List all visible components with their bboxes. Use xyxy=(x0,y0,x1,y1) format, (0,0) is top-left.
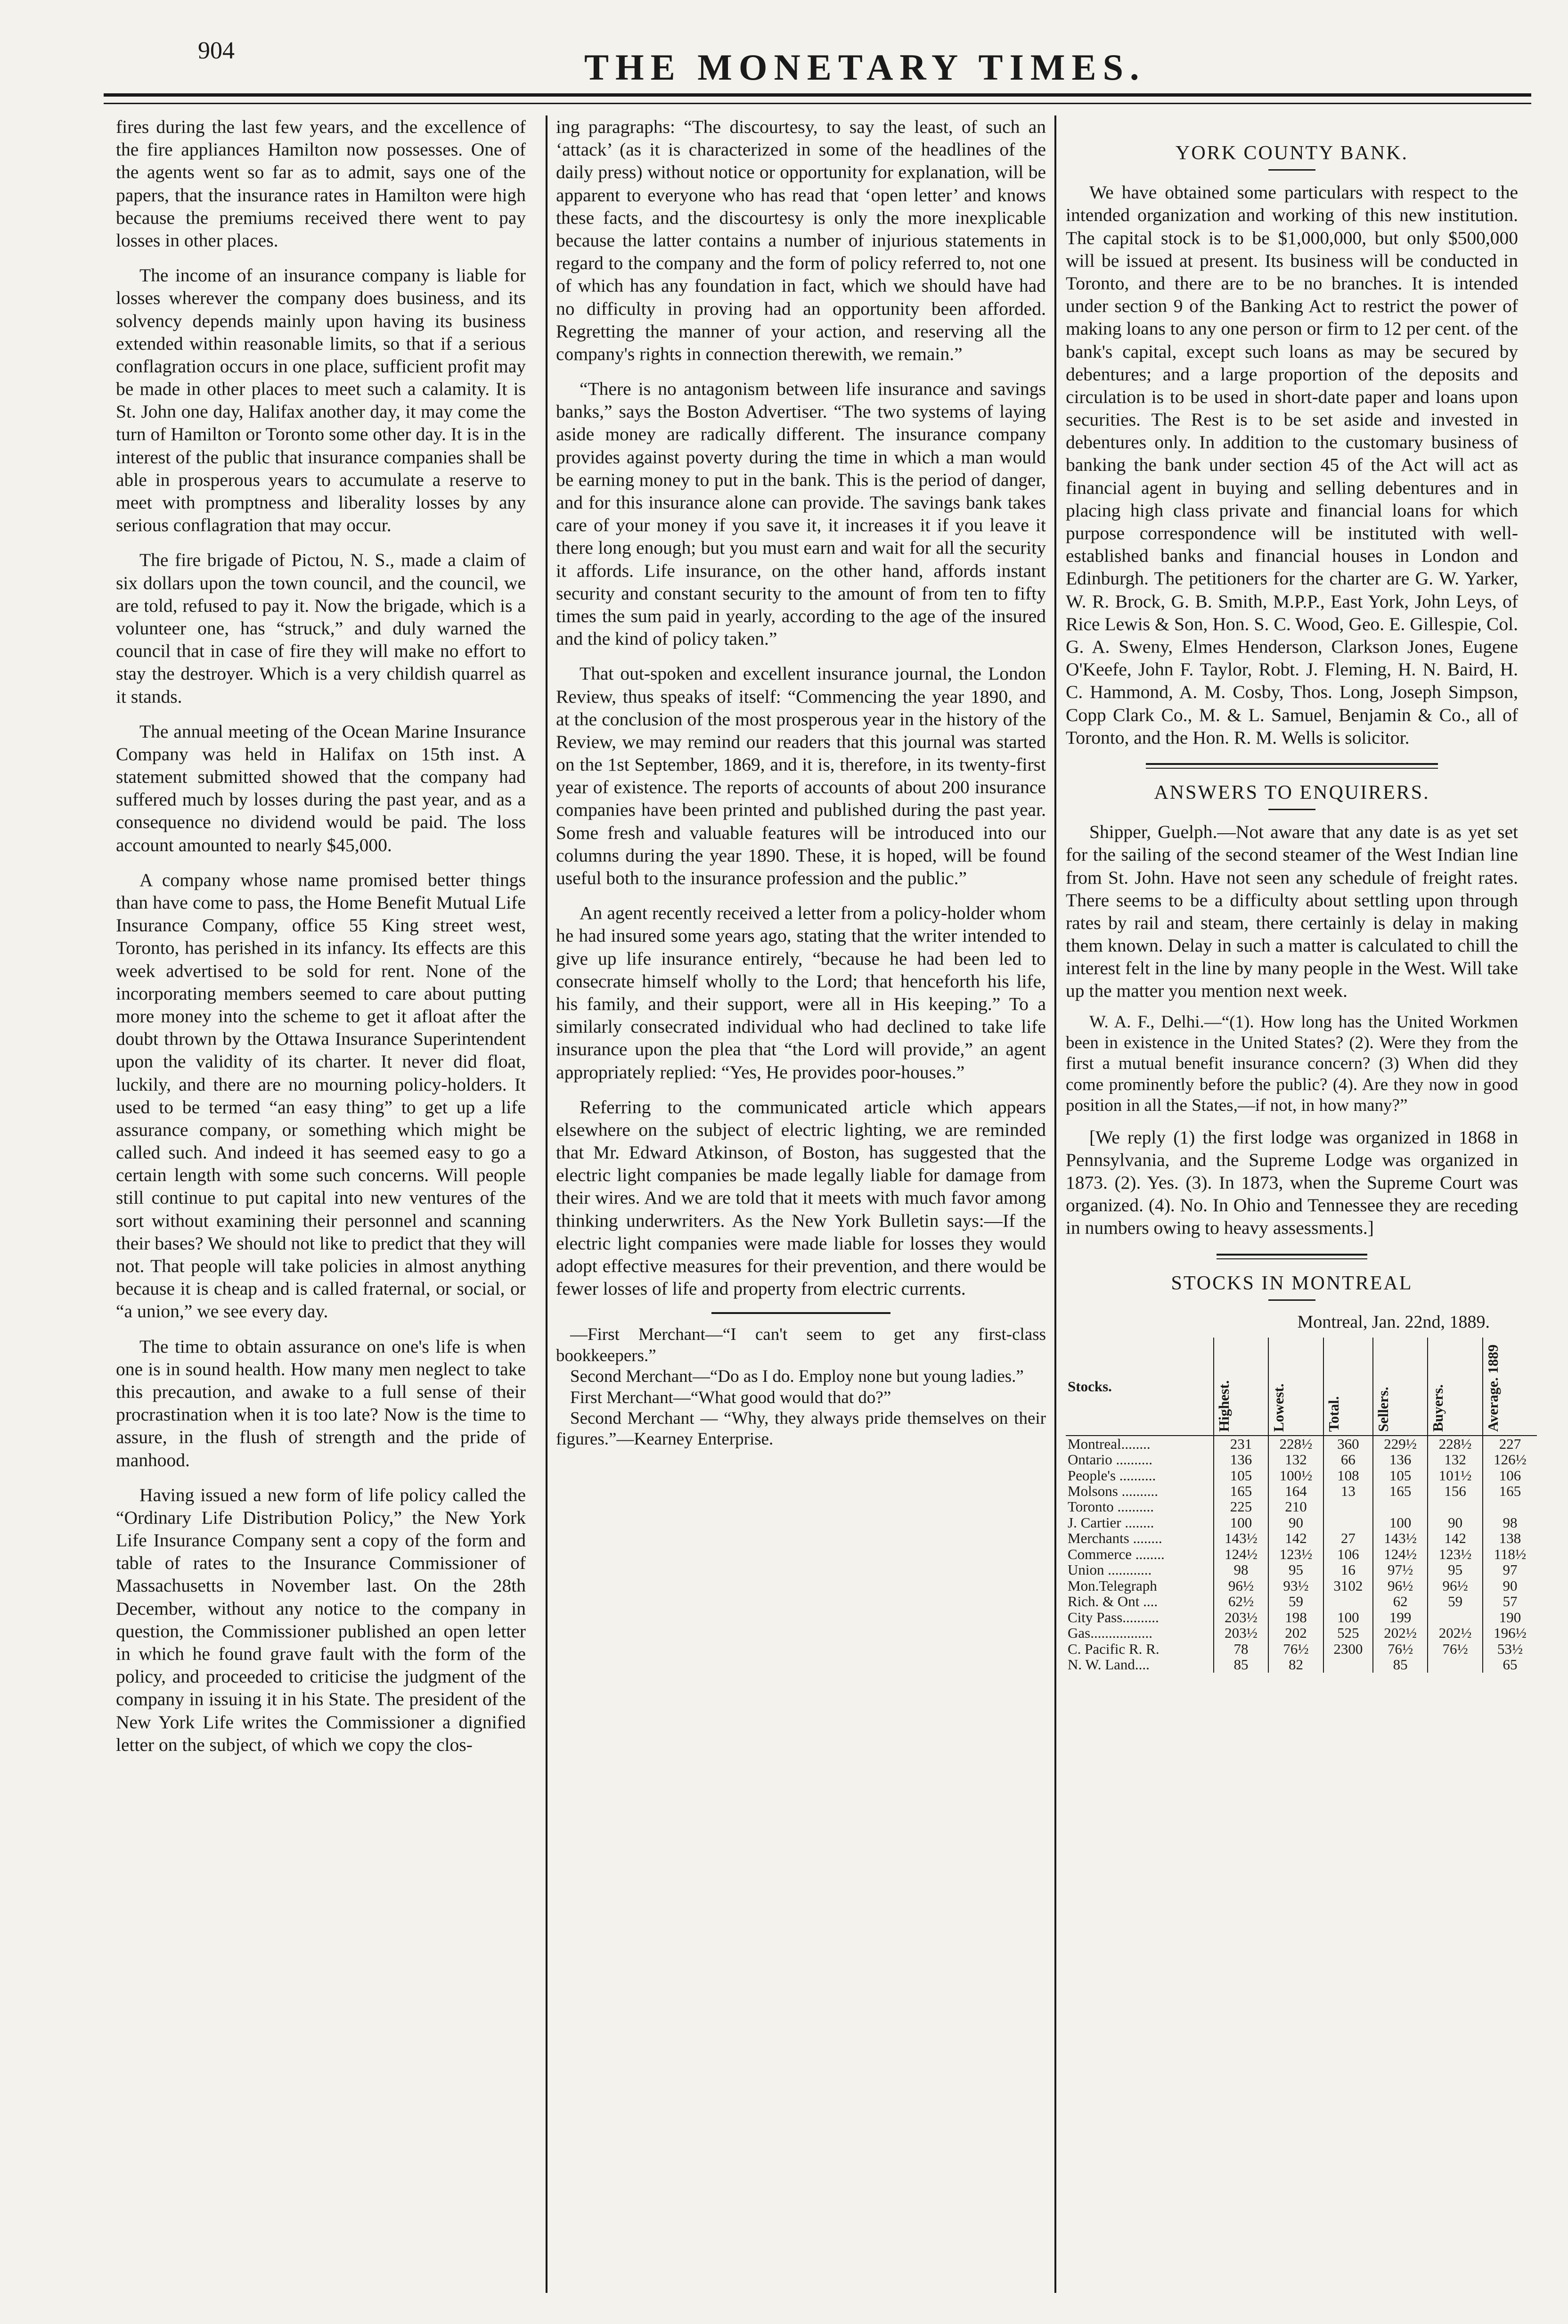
stock-value: 123½ xyxy=(1268,1546,1323,1562)
table-row xyxy=(1066,1483,1537,1499)
stock-value: 100½ xyxy=(1268,1468,1323,1483)
article-paragraph: Having issued a new form of life policy called the “Ordinary Life Distribution Policy,” the New York Life Insurance Company sent a copy of the form and table of rates to the Insurance Commissioner of Massachusetts in November last. On the 28th December, without any notice to the company in question, the Commissioner published an open letter in which he found grave fault with the form of the policy, and proceeded to criticise the judgment of the company in issuing it in his State. The president of the New York Life writes the Commissioner a dignified letter on the subject, of which we copy the clos- xyxy=(116,1484,526,1755)
stocks-date: Montreal, Jan. 22nd, 1889. xyxy=(1297,1312,1490,1332)
table-row xyxy=(1066,1436,1537,1452)
column-2 xyxy=(556,115,1046,2302)
stock-value: 59 xyxy=(1268,1593,1323,1609)
stock-value: 132 xyxy=(1428,1452,1483,1467)
stock-value: 138 xyxy=(1483,1530,1537,1546)
merchant-line: Second Merchant — “Why, they always pride themselves on their figures.”—Kearney Enterprise. xyxy=(556,1408,1046,1449)
stock-value: 143½ xyxy=(1373,1530,1428,1546)
table-row xyxy=(1066,1641,1537,1657)
article-paragraph: “There is no antagonism between life insurance and savings banks,” says the Boston Advertiser. “The two systems of laying aside money are radically different. The insurance company provides against poverty during the time in which a man would be earning money to put in the bank. This is the period of danger, and for this insurance alone can provide. The savings bank takes care of your money if you save it, it increases it if you leave it there long enough; but you must earn and wait for all the security it affords. Life insurance, on the other hand, affords instant security and constant security to the amount of from ten to fifty times the sum paid in yearly, according to the age of the insured and the kind of policy taken.” xyxy=(556,378,1046,649)
stock-value: 65 xyxy=(1483,1657,1537,1672)
stock-value: 142 xyxy=(1428,1530,1483,1546)
table-row xyxy=(1066,1499,1537,1514)
merchant-anecdote xyxy=(556,1324,1046,1450)
article-paragraph: The fire brigade of Pictou, N. S., made a claim of six dollars upon the town council, and the council, we are told, refused to pay it. Now the brigade, which is a volunteer one, has “struck,” and duly warned the council that in case of fire they will make no effort to stay the destroyer. Which is a very childish quarrel as it stands. xyxy=(116,550,526,707)
stock-value xyxy=(1483,1499,1537,1514)
stock-value: 76½ xyxy=(1428,1641,1483,1657)
stock-value xyxy=(1323,1499,1373,1514)
table-row xyxy=(1066,1452,1537,1467)
stock-value: 132 xyxy=(1268,1452,1323,1467)
column-header: Lowest. xyxy=(1268,1338,1323,1435)
stock-value: 62 xyxy=(1373,1593,1428,1609)
stock-value: 156 xyxy=(1428,1483,1483,1499)
article-paragraph: The income of an insurance company is liable for losses wherever the company does business, and its solvency depends mainly upon having its business extended within reasonable limits, so that if a serious conflagration occurs in one place, sufficient profit may be made in other places to meet such a calamity. It is St. John one day, Halifax another day, it may come the turn of Hamilton or Toronto some other day. It is in the interest of the public that insurance companies shall be able in prosperous years to accumulate a reserve to meet with promptness and liberality losses by any serious conflagration that may occur. xyxy=(116,265,526,536)
table-row xyxy=(1066,1468,1537,1483)
stock-value: 106 xyxy=(1323,1546,1373,1562)
stock-value: 143½ xyxy=(1214,1530,1269,1546)
stocks-header-row xyxy=(1066,1338,1537,1435)
column-header: Buyers. xyxy=(1428,1338,1483,1435)
stock-value: 203½ xyxy=(1214,1625,1269,1641)
stock-value: 85 xyxy=(1214,1657,1269,1672)
stock-value: 78 xyxy=(1214,1641,1269,1657)
stock-value: 228½ xyxy=(1428,1436,1483,1452)
merchant-line: First Merchant—“What good would that do?” xyxy=(570,1388,891,1407)
stock-value: 57 xyxy=(1483,1593,1537,1609)
stock-value: 105 xyxy=(1373,1468,1428,1483)
stock-name: Merchants ........ xyxy=(1068,1530,1162,1547)
masthead: THE MONETARY TIMES. xyxy=(584,47,1146,88)
section-rule xyxy=(1268,1299,1315,1301)
column-header: Highest. xyxy=(1214,1338,1269,1435)
table-row xyxy=(1066,1593,1537,1609)
stock-value: 225 xyxy=(1214,1499,1269,1514)
stock-name: Gas................. xyxy=(1068,1625,1152,1642)
stock-value: 96½ xyxy=(1373,1578,1428,1593)
page-number: 904 xyxy=(198,37,235,64)
stock-value: 100 xyxy=(1214,1515,1269,1530)
stock-value: 126½ xyxy=(1483,1452,1537,1467)
stock-value: 105 xyxy=(1214,1468,1269,1483)
stock-value xyxy=(1373,1499,1428,1514)
stock-value: 124½ xyxy=(1373,1546,1428,1562)
stock-value: 90 xyxy=(1268,1515,1323,1530)
stock-value: 165 xyxy=(1483,1483,1537,1499)
stock-value: 202 xyxy=(1268,1625,1323,1641)
stock-value: 190 xyxy=(1483,1610,1537,1625)
column-header: Stocks. xyxy=(1066,1338,1214,1435)
stock-name: Montreal........ xyxy=(1068,1435,1151,1452)
table-row xyxy=(1066,1625,1537,1641)
section-rule xyxy=(1268,809,1315,810)
stock-value: 198 xyxy=(1268,1610,1323,1625)
stock-value: 59 xyxy=(1428,1593,1483,1609)
column-header: Sellers. xyxy=(1373,1338,1428,1435)
article-paragraph: ing paragraphs: “The discourtesy, to say the least, of such an ‘attack’ (as it is characterized in some of the headlines of the daily press) without notice or opportunity for explanation, will be apparent to everyone who has read that ‘open letter’ and knows these facts, and the discourtesy is only the more inexplicable because the latter contains a number of injurious statements in regard to the company and the form of policy referred to, not one of which has any foundation in fact, which we should have had no difficulty in proving had an opportunity been afforded. Regretting the manner of your action, and reserving all the company's rights in connection therewith, we remain.” xyxy=(556,116,1046,364)
stock-value: 98 xyxy=(1483,1515,1537,1530)
answer-question: W. A. F., Delhi.—“(1). How long has the United Workmen been in existence in the United States? (2). Were they from the first a mutual benefit insurance concern? (3) When did they come prominently before the public? (4). Are they now in good position in all the States,—if not, in how many?” xyxy=(1066,1012,1518,1116)
york-county-bank-paragraph: We have obtained some particulars with respect to the intended organization and working of this new institution. The capital stock is to be $1,000,000, but only $500,000 will be issued at present. Its business will be conducted in Toronto, and there are to be no branches. It is intended under section 9 of the Banking Act to restrict the power of making loans to any one person or firm to 12 per cent. of the bank's capital, except such loans as may be secured by debentures; and a large proportion of the deposits and circulation is to be used in short-date paper and loans upon securities. The Rest is to be set aside and invested in debentures only. In addition to the customary business of banking the bank under section 45 of the Act will act as financial agent in buying and selling debentures and in placing high class private and financial loans for which purpose correspondence will be instituted with well-established banks and financial houses in London and Edinburgh. The petitioners for the charter are G. W. Yarker, W. R. Brock, G. B. Smith, M.P.P., East York, John Leys, of Rice Lewis & Son, Hon. S. C. Wood, Geo. E. Gillespie, Col. G. A. Sweny, Elmes Henderson, Clarkson Jones, Eugene O'Keefe, John F. Taylor, Robt. J. Fleming, H. N. Baird, H. C. Hammond, A. M. Cosby, Thos. Long, Joseph Simpson, Copp Clark Co., M. & L. Samuel, Benjamin & Co., all of Toronto, and the Hon. R. M. Wells is solicitor. xyxy=(1066,182,1518,748)
stock-value: 199 xyxy=(1373,1610,1428,1625)
table-row xyxy=(1066,1657,1537,1672)
stock-value: 100 xyxy=(1323,1610,1373,1625)
stock-value: 228½ xyxy=(1268,1436,1323,1452)
stock-value: 27 xyxy=(1323,1530,1373,1546)
stock-name: People's .......... xyxy=(1068,1467,1156,1484)
stock-value: 93½ xyxy=(1268,1578,1323,1593)
section-rule xyxy=(1268,169,1315,171)
stock-value: 16 xyxy=(1323,1562,1373,1577)
stock-name: Commerce ........ xyxy=(1068,1545,1165,1562)
article-paragraph: That out-spoken and excellent insurance journal, the London Review, thus speaks of itself: “Commencing the year 1890, and at the conclusion of the most prosperous year in the history of the Review, we may remind our readers that this journal was started on the 1st September, 1869, and it is, therefore, in its twenty-first year of existence. The reports of accounts of about 200 insurance companies have been printed and published during the past year. Some fresh and valuable features will be introduced into our columns during the year 1890. These, it is hoped, will be found useful both to the insurance profession and the public.” xyxy=(556,663,1046,888)
stock-name: Toronto .......... xyxy=(1068,1498,1154,1515)
stocks-table xyxy=(1066,1338,1537,1673)
stock-value: 203½ xyxy=(1214,1610,1269,1625)
stock-value: 124½ xyxy=(1214,1546,1269,1562)
stock-value: 106 xyxy=(1483,1468,1537,1483)
stock-name: Molsons .......... xyxy=(1068,1483,1159,1500)
merchant-rule xyxy=(711,1312,890,1314)
stock-value: 525 xyxy=(1323,1625,1373,1641)
table-row xyxy=(1066,1530,1537,1546)
stock-value: 202½ xyxy=(1373,1625,1428,1641)
stock-value: 118½ xyxy=(1483,1546,1537,1562)
table-row xyxy=(1066,1546,1537,1562)
stock-value: 231 xyxy=(1214,1436,1269,1452)
stocks-title: STOCKS IN MONTREAL xyxy=(1171,1272,1413,1294)
table-row xyxy=(1066,1610,1537,1625)
stock-name: J. Cartier ........ xyxy=(1068,1514,1154,1531)
stock-name: Union ............ xyxy=(1068,1561,1152,1578)
merchant-line: —First Merchant—“I can't seem to get any first-class bookkeepers.” xyxy=(556,1325,1046,1365)
stock-value xyxy=(1323,1593,1373,1609)
answer-reply: [We reply (1) the first lodge was organized in 1868 in Pennsylvania, and the Supreme Lodge was organized in 1873. (2). Yes. (3). In 1873, when the Supreme Court was organized. (4). No. In Ohio and Tennessee they are receding in numbers owing to heavy assessments.] xyxy=(1066,1126,1518,1239)
article-paragraph: The time to obtain assurance on one's life is when one is in sound health. How many men neglect to take this precaution, and awake to a full sense of their procrastination when it is too late? Now is the time to assure, in the flush of strength and the pride of manhood. xyxy=(116,1336,526,1470)
stock-value xyxy=(1428,1499,1483,1514)
stock-value: 96½ xyxy=(1214,1578,1269,1593)
stock-value: 90 xyxy=(1428,1515,1483,1530)
stock-value: 136 xyxy=(1214,1452,1269,1467)
stock-value: 165 xyxy=(1214,1483,1269,1499)
table-row xyxy=(1066,1562,1537,1577)
answer-shipper: Shipper, Guelph.—Not aware that any date is as yet set for the sailing of the second steamer of the West Indian line from St. John. Have not seen any schedule of freight rates. There seems to be a difficulty about settling upon through rates by rail and steam, there certainly is delay in making them known. Delay in such a matter is calculated to chill the interest felt in the line by many people in the West. Will take up the matter you mention next week. xyxy=(1066,821,1518,1002)
stock-value: 3102 xyxy=(1323,1578,1373,1593)
masthead-rule xyxy=(104,93,1531,97)
stock-value: 76½ xyxy=(1373,1641,1428,1657)
stock-value xyxy=(1323,1515,1373,1530)
stock-value: 123½ xyxy=(1428,1546,1483,1562)
stock-value xyxy=(1428,1610,1483,1625)
stock-value: 2300 xyxy=(1323,1641,1373,1657)
stock-value: 136 xyxy=(1373,1452,1428,1467)
stock-name: Mon.Telegraph xyxy=(1068,1577,1157,1594)
stock-value: 95 xyxy=(1268,1562,1323,1577)
article-paragraph: The annual meeting of the Ocean Marine Insurance Company was held in Halifax on 15th inst. A statement submitted showed that the company had suffered much by losses during the past year, and as a consequence no dividend would be paid. The loss account amounted to nearly $45,000. xyxy=(116,721,526,855)
stock-value: 164 xyxy=(1268,1483,1323,1499)
column-1 xyxy=(116,115,526,2302)
column-3 xyxy=(1066,141,1527,1673)
stock-value: 360 xyxy=(1323,1436,1373,1452)
stock-value: 108 xyxy=(1323,1468,1373,1483)
stock-value: 165 xyxy=(1373,1483,1428,1499)
stock-value: 97½ xyxy=(1373,1562,1428,1577)
stock-name: City Pass.......... xyxy=(1068,1609,1159,1626)
stock-value: 53½ xyxy=(1483,1641,1537,1657)
stock-value: 142 xyxy=(1268,1530,1323,1546)
stock-value: 229½ xyxy=(1373,1436,1428,1452)
stock-value: 82 xyxy=(1268,1657,1323,1672)
stock-name: Ontario .......... xyxy=(1068,1451,1152,1468)
article-paragraph: A company whose name promised better things than have come to pass, the Home Benefit Mutual Life Insurance Company, office 55 King street west, Toronto, has perished in its infancy. Its effects are this week advertised to be sold for rent. None of the incorporating members seemed to care about putting more money into the scheme to get it afloat after the doubt thrown by the Ottawa Insurance Superintendent upon the validity of its charter. It never did float, luckily, and there are no mourning policy-holders. It used to be termed “an easy thing” to get up a life assurance company, or something which might be called such. And indeed it has seemed easy to go a certain length with some such concerns. Will people still continue to put capital into new ventures of the sort without examining their personnel and scanning their bases? We should not like to predict that they will not. That people will take policies in almost anything because it is cheap and is called fraternal, or social, or “a union,” we see every day. xyxy=(116,869,526,1322)
merchant-line: Second Merchant—“Do as I do. Employ none but young ladies.” xyxy=(570,1367,1024,1387)
stock-name: Rich. & Ont .... xyxy=(1068,1593,1158,1610)
stock-value: 66 xyxy=(1323,1452,1373,1467)
column-rule-2 xyxy=(1054,115,1056,2293)
column-header: Average. 1889 xyxy=(1483,1338,1537,1435)
york-county-bank-title: YORK COUNTY BANK. xyxy=(1176,142,1408,164)
stock-value: 202½ xyxy=(1428,1625,1483,1641)
stock-value: 76½ xyxy=(1268,1641,1323,1657)
stock-name: N. W. Land.... xyxy=(1068,1656,1150,1673)
article-paragraph: fires during the last few years, and the excellence of the fire appliances Hamilton now possesses. One of the agents went so far as to admit, says one of the papers, that the insurance rates in Hamilton were high because the premiums received there went to pay losses in other places. xyxy=(116,116,526,251)
column-rule-1 xyxy=(546,115,547,2293)
stock-value: 196½ xyxy=(1483,1625,1537,1641)
stock-value: 227 xyxy=(1483,1436,1537,1452)
stock-value: 85 xyxy=(1373,1657,1428,1672)
stock-value: 210 xyxy=(1268,1499,1323,1514)
stock-value: 97 xyxy=(1483,1562,1537,1577)
stock-value: 98 xyxy=(1214,1562,1269,1577)
stock-value xyxy=(1428,1657,1483,1672)
table-row xyxy=(1066,1515,1537,1530)
stock-value: 62½ xyxy=(1214,1593,1269,1609)
stock-value: 90 xyxy=(1483,1578,1537,1593)
stock-value: 101½ xyxy=(1428,1468,1483,1483)
double-rule xyxy=(1146,763,1438,769)
article-paragraph: An agent recently received a letter from a policy-holder whom he had insured some years ago, stating that the writer intended to give up life insurance entirely, “because he had been led to consecrate himself wholly to the Lord; that henceforth his life, his family, and their support, were all in His keeping.” To a similarly consecrated individual who had declined to take life insurance upon the plea that “the Lord will provide,” an agent appropriately replied: “Yes, He provides poor-houses.” xyxy=(556,903,1046,1083)
stock-value xyxy=(1323,1657,1373,1672)
column-header: Total. xyxy=(1323,1338,1373,1435)
stock-value: 100 xyxy=(1373,1515,1428,1530)
stock-value: 95 xyxy=(1428,1562,1483,1577)
masthead-rule-thin xyxy=(104,103,1531,104)
stock-name: C. Pacific R. R. xyxy=(1068,1640,1160,1657)
stock-value: 13 xyxy=(1323,1483,1373,1499)
double-rule xyxy=(1217,1254,1367,1259)
stock-value: 96½ xyxy=(1428,1578,1483,1593)
answers-title: ANSWERS TO ENQUIRERS. xyxy=(1154,781,1430,804)
article-paragraph: Referring to the communicated article which appears elsewhere on the subject of electric lighting, we are reminded that Mr. Edward Atkinson, of Boston, has suggested that the electric light companies be made legally liable for damage from their wires. And we are told that it meets with much favor among thinking underwriters. As the New York Bulletin says:—If the electric light companies were made liable for losses they would adopt effective measures for their prevention, and there would be fewer losses of life and property from electric currents. xyxy=(556,1096,1046,1299)
table-row xyxy=(1066,1578,1537,1593)
